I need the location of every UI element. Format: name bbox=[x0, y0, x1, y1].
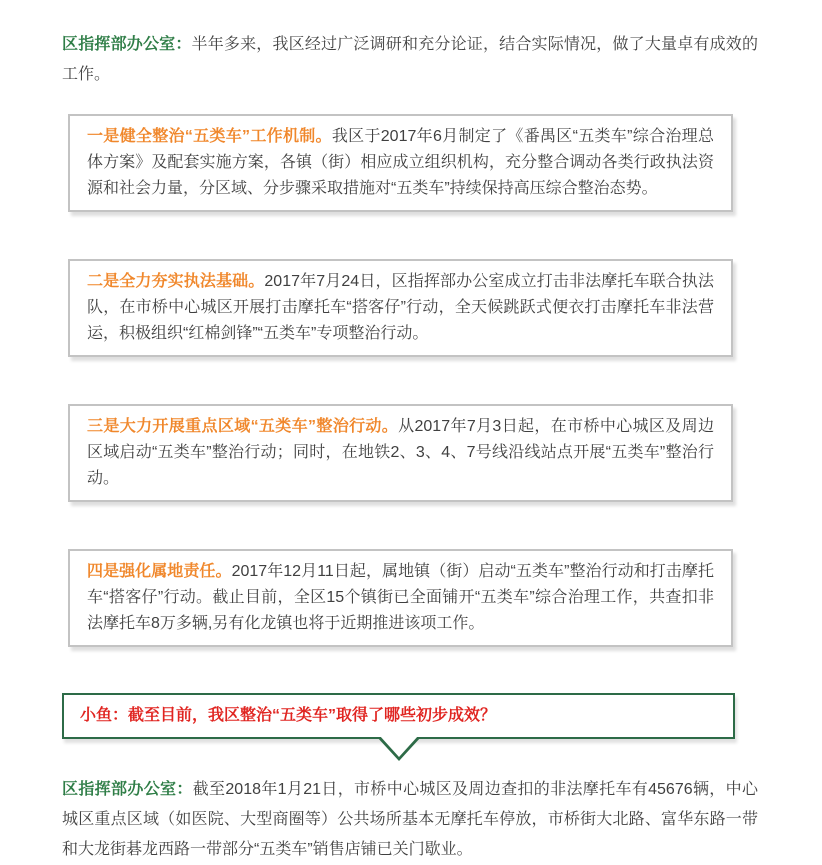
question-bubble bbox=[62, 693, 735, 739]
measure-heading-4: 四是强化属地责任。 bbox=[87, 563, 232, 580]
speaker-label: 区指挥部办公室： bbox=[62, 781, 193, 798]
question-text: 小鱼：截至目前，我区整治“五类车”取得了哪些初步成效？ bbox=[80, 707, 497, 724]
measure-heading-1: 一是健全整治“五类车”工作机制。 bbox=[87, 128, 332, 145]
measure-box-3 bbox=[68, 404, 733, 502]
measure-box-1 bbox=[68, 114, 733, 212]
intro-text: 半年多来，我区经过广泛调研和充分论证，结合实际情况，做了大量卓有成效的工作。 bbox=[62, 36, 758, 83]
measure-heading-3: 三是大力开展重点区域“五类车”整治行动。 bbox=[87, 418, 399, 435]
intro-paragraph bbox=[62, 30, 758, 90]
measure-box-4 bbox=[68, 549, 733, 647]
measure-text-2: 2017年7月24日，区指挥部办公室成立打击非法摩托车联合执法队，在市桥中心城区开展打击摩托车“搭客仔”行动，全天候跳跃式便衣打击摩托车非法营运，积极组织“红棉剑锋”“五类车”专项整治行动。 bbox=[87, 273, 714, 342]
measure-text-1: 我区于2017年6月制定了《番禺区“五类车”综合治理总体方案》及配套实施方案，各镇（街）相应成立组织机构，充分整合调动各类行政执法资源和社会力量，分区域、分步骤采取措施对“五类车”持续保持高压综合整治态势。 bbox=[87, 128, 714, 197]
speaker-label: 区指挥部办公室： bbox=[62, 36, 192, 53]
measure-text-4: 2017年12月11日起，属地镇（街）启动“五类车”整治行动和打击摩托车“搭客仔”行动。截止目前，全区15个镇街已全面铺开“五类车”综合治理工作，共查扣非法摩托车8万多辆,另有化龙镇也将于近期推进该项工作。 bbox=[87, 563, 714, 632]
answer-paragraph bbox=[62, 775, 758, 865]
measure-text-3: 从2017年7月3日起，在市桥中心城区及周边区域启动“五类车”整治行动；同时，在地铁2、3、4、7号线沿线站点开展“五类车”整治行动。 bbox=[87, 418, 714, 487]
measure-heading-2: 二是全力夯实执法基础。 bbox=[87, 273, 265, 290]
answer-text: 截至2018年1月21日，市桥中心城区及周边查扣的非法摩托车有45676辆，中心城区重点区域（如医院、大型商圈等）公共场所基本无摩托车停放，市桥街大北路、富华东路一带和大龙街碁龙西路一带部分“五类车”销售店铺已关门歇业。 bbox=[62, 781, 758, 858]
measure-box-2 bbox=[68, 259, 733, 357]
